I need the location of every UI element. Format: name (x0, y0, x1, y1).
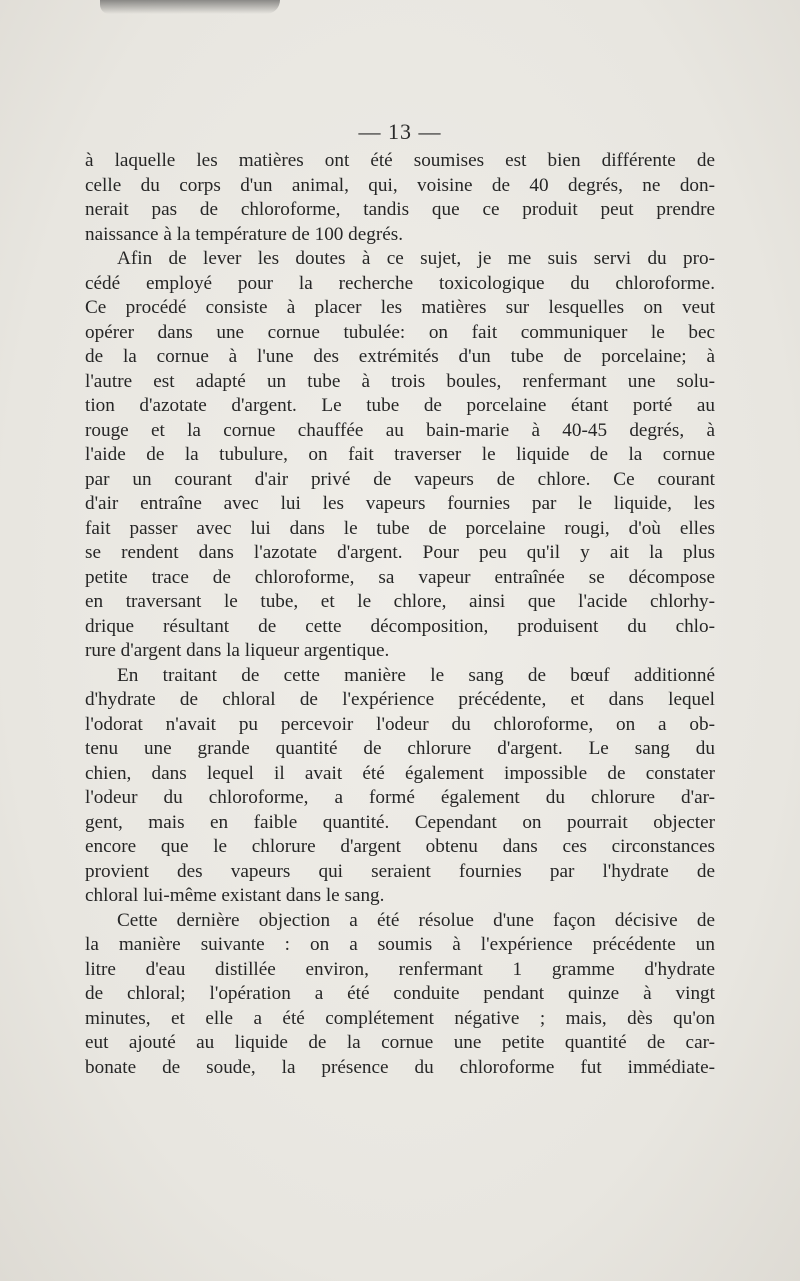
text-line: l'odorat n'avait pu percevoir l'odeur du chloroforme, on a ob- (85, 713, 715, 735)
text-line: tion d'azotate d'argent. Le tube de porcelaine étant porté au (85, 395, 715, 416)
text-line: chloral lui-même existant dans le sang. (85, 885, 385, 906)
text-line: Ce procédé consiste à placer les matières sur lesquelles on veut (85, 297, 715, 318)
text-line: l'odeur du chloroforme, a formé également du chlorure d'ar- (85, 787, 715, 808)
text-line: l'autre est adapté un tube à trois boules, renfermant une solu- (85, 370, 715, 392)
text-line: eut ajouté au liquide de la cornue une petite quantité de car- (85, 1032, 715, 1053)
text-line: tenu une grande quantité de chlorure d'argent. Le sang du (85, 738, 715, 759)
text-line: bonate de soude, la présence du chloroforme fut immédiate- (85, 1056, 715, 1078)
text-line: Cette dernière objection a été résolue d'une façon décisive de (117, 909, 715, 931)
text-line: fait passer avec lui dans le tube de porcelaine rougi, d'où elles (85, 517, 715, 539)
text-line: à laquelle les matières ont été soumises est bien différente de (85, 150, 715, 171)
text-line: minutes, et elle a été complétement négative ; mais, dès qu'on (85, 1007, 715, 1029)
text-line: opérer dans une cornue tubulée: on fait communiquer le bec (85, 321, 715, 343)
text-line: rure d'argent dans la liqueur argentique. (85, 640, 390, 661)
text-line: nerait pas de chloroforme, tandis que ce produit peut prendre (85, 199, 715, 220)
text-line: par un courant d'air privé de vapeurs de chlore. Ce courant (85, 468, 715, 490)
text-line: l'aide de la tubulure, on fait traverser le liquide de la cornue (85, 444, 715, 465)
text-line: petite trace de chloroforme, sa vapeur entraînée se décompose (85, 566, 715, 588)
text-line: drique résultant de cette décomposition, produisent du chlo- (85, 615, 715, 637)
body-text (85, 149, 715, 1080)
text-line: cédé employé pour la recherche toxicologique du chloroforme. (85, 272, 715, 294)
text-line: de la cornue à l'une des extrémités d'un tube de porcelaine; à (85, 346, 715, 367)
text-line: En traitant de cette manière le sang de bœuf additionné (117, 664, 715, 686)
text-line: en traversant le tube, et le chlore, ainsi que l'acide chlorhy- (85, 591, 715, 612)
text-line: la manière suivante : on a soumis à l'expérience précédente un (85, 934, 715, 955)
text-line: gent, mais en faible quantité. Cependant on pourrait objecter (85, 811, 715, 833)
text-line: d'air entraîne avec lui les vapeurs fournies par le liquide, les (85, 493, 715, 514)
text-line: se rendent dans l'azotate d'argent. Pour peu qu'il y ait la plus (85, 542, 715, 563)
text-line: encore que le chlorure d'argent obtenu dans ces circonstances (85, 836, 715, 857)
text-line: d'hydrate de chloral de l'expérience précédente, et dans lequel (85, 689, 715, 710)
text-line: chien, dans lequel il avait été également impossible de constater (85, 762, 715, 784)
scan-edge-shadow (100, 0, 280, 14)
page-number: — 13 — (358, 119, 442, 144)
text-line: provient des vapeurs qui seraient fournies par l'hydrate de (85, 860, 715, 882)
text-line: de chloral; l'opération a été conduite pendant quinze à vingt (85, 983, 715, 1004)
text-line: litre d'eau distillée environ, renfermant 1 gramme d'hydrate (85, 958, 715, 980)
text-line: Afin de lever les doutes à ce sujet, je me suis servi du pro- (117, 248, 715, 269)
text-line: rouge et la cornue chauffée au bain-marie à 40-45 degrés, à (85, 419, 715, 441)
text-line: celle du corps d'un animal, qui, voisine de 40 degrés, ne don- (85, 174, 715, 196)
text-line: naissance à la température de 100 degrés. (85, 223, 404, 245)
